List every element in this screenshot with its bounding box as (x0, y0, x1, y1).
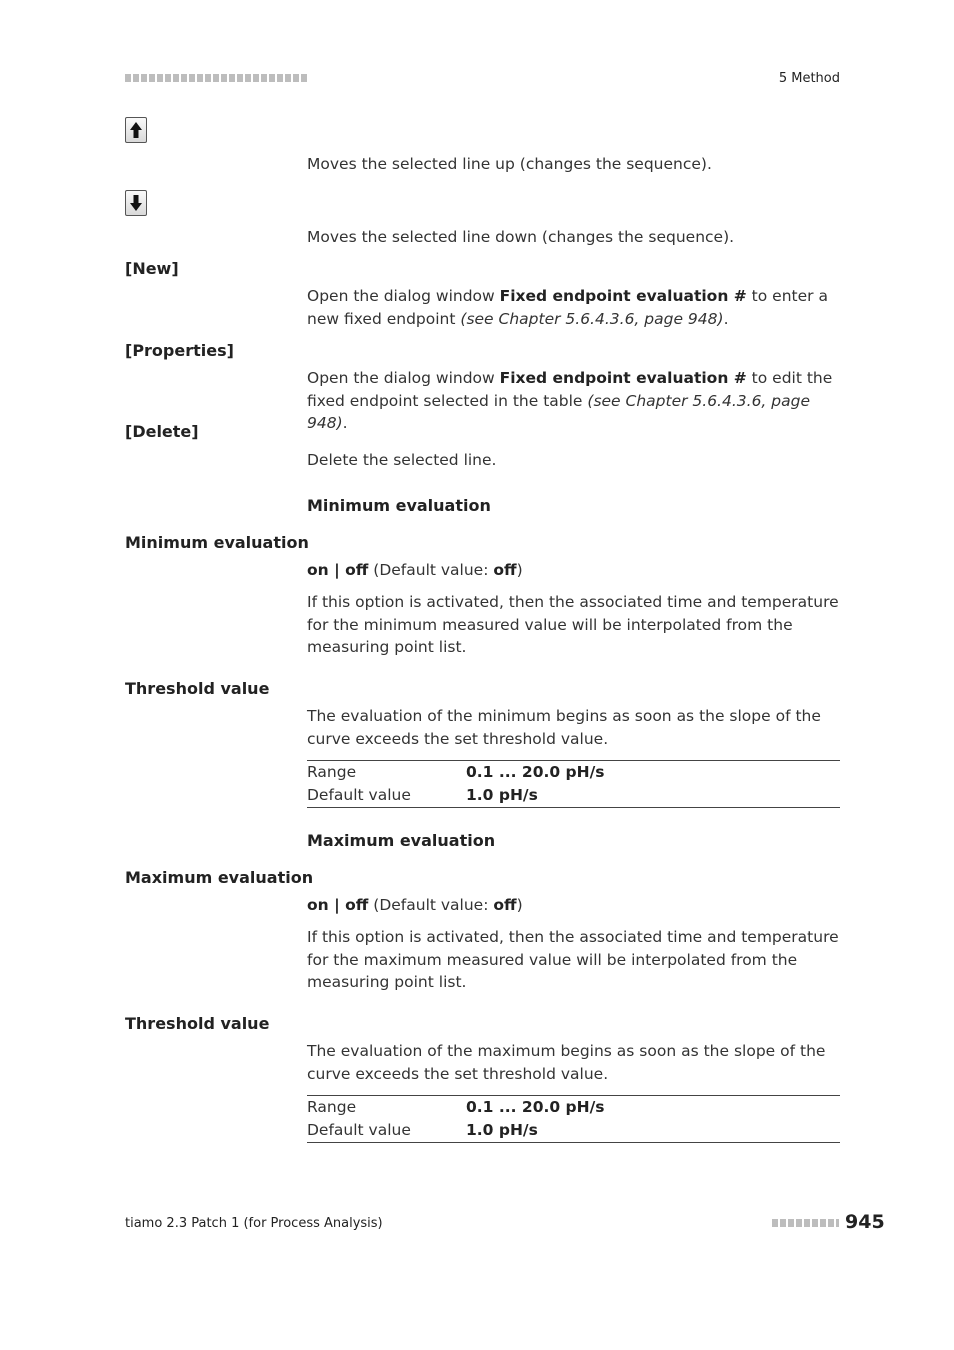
new-button-term: [New] (125, 259, 179, 278)
minimum-option-description: If this option is activated, then the associated time and temperature for the minimum measured value will be interpolated from the measuring point list. (307, 593, 839, 656)
move-up-button[interactable] (125, 117, 147, 143)
maximum-option-term: Maximum evaluation (125, 868, 314, 887)
delete-description: Delete the selected line. (307, 451, 497, 469)
properties-button-term: [Properties] (125, 341, 234, 360)
properties-description: Open the dialog window Fixed endpoint evaluation # to edit the fixed endpoint selected in the table (see Chapter 5.6.4.3.6, page 948). (307, 369, 833, 432)
move-up-description: Moves the selected line up (changes the sequence). (307, 155, 712, 173)
delete-button-term: [Delete] (125, 422, 199, 441)
maximum-option-values: on | off (Default value: off) (307, 896, 523, 914)
minimum-threshold-description: The evaluation of the minimum begins as soon as the slope of the curve exceeds the set threshold value. (307, 707, 821, 748)
arrow-down-icon (126, 194, 146, 212)
new-description: Open the dialog window Fixed endpoint evaluation # to enter a new fixed endpoint (see Chapter 5.6.4.3.6, page 948). (307, 287, 828, 328)
footer-product: tiamo 2.3 Patch 1 (for Process Analysis) (125, 1216, 383, 1231)
maximum-threshold-description: The evaluation of the maximum begins as soon as the slope of the curve exceeds the set threshold value. (307, 1042, 826, 1083)
range-value: 0.1 ... 20.0 pH/s (466, 763, 605, 781)
maximum-section-heading: Maximum evaluation (307, 831, 496, 850)
default-value: 1.0 pH/s (466, 1121, 538, 1139)
table-row (307, 784, 840, 807)
minimum-threshold-term: Threshold value (125, 679, 270, 698)
move-down-description: Moves the selected line down (changes the sequence). (307, 228, 735, 246)
default-label: Default value (307, 1121, 411, 1139)
default-value: 1.0 pH/s (466, 786, 538, 804)
table-row (307, 1119, 840, 1142)
page-number: 945 (845, 1211, 885, 1233)
move-down-button[interactable] (125, 190, 147, 216)
table-row (307, 761, 840, 784)
table-row (307, 1096, 840, 1119)
minimum-option-term: Minimum evaluation (125, 533, 309, 552)
maximum-threshold-term: Threshold value (125, 1014, 270, 1033)
arrow-up-icon (126, 121, 146, 139)
header-decoration (125, 74, 307, 82)
footer-decoration (772, 1219, 839, 1227)
maximum-option-description: If this option is activated, then the associated time and temperature for the maximum measured value will be interpolated from the measuring point list. (307, 928, 839, 991)
minimum-threshold-table (307, 760, 840, 808)
default-label: Default value (307, 786, 411, 804)
range-label: Range (307, 1098, 357, 1116)
range-value: 0.1 ... 20.0 pH/s (466, 1098, 605, 1116)
chapter-title: 5 Method (778, 71, 840, 86)
maximum-threshold-table (307, 1095, 840, 1143)
minimum-option-values: on | off (Default value: off) (307, 561, 523, 579)
minimum-section-heading: Minimum evaluation (307, 496, 491, 515)
range-label: Range (307, 763, 357, 781)
